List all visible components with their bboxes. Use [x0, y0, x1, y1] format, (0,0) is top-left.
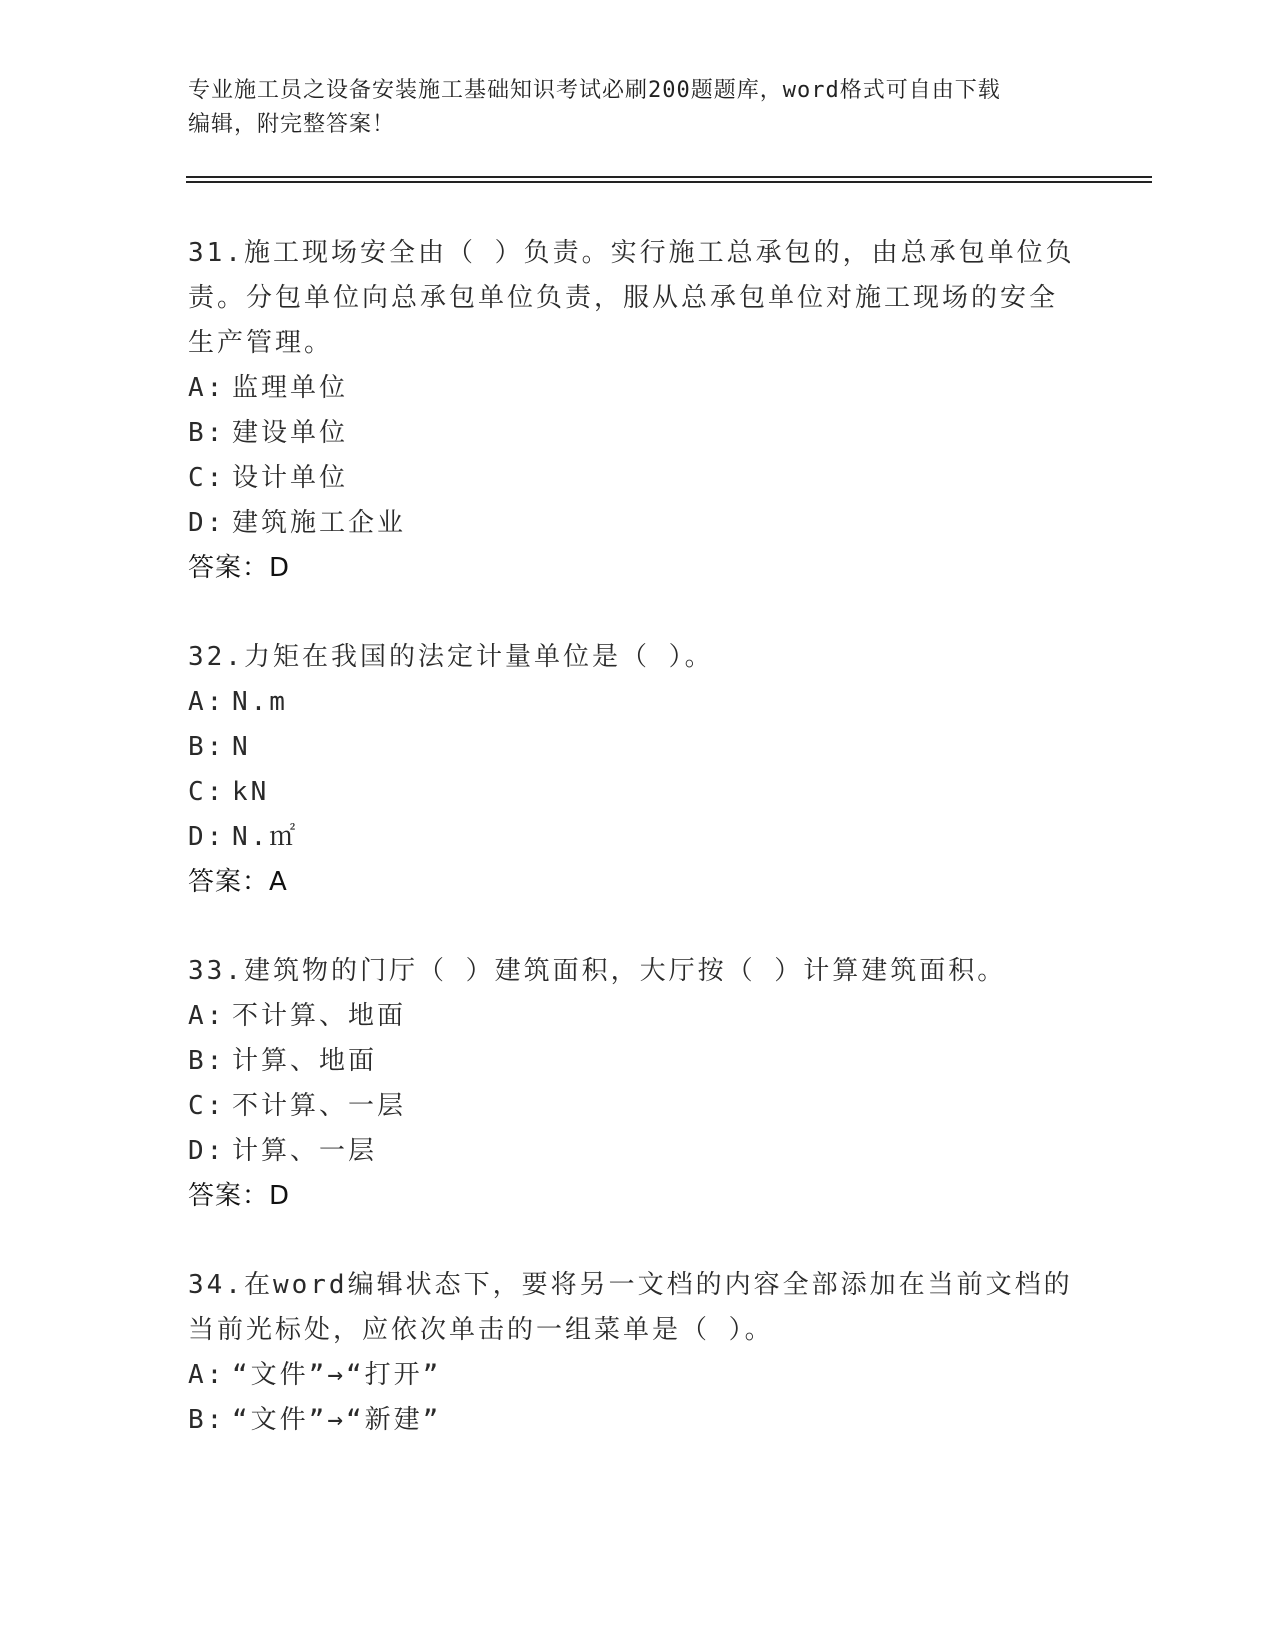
question-list: [188, 231, 1088, 1487]
option-text: 计算、一层: [232, 1136, 378, 1166]
question-stem: [188, 231, 1088, 366]
header-title-line-2: 编辑，附完整答案！: [188, 112, 396, 137]
option-text: 计算、地面: [232, 1046, 378, 1076]
answer-option: [188, 456, 1088, 501]
answer-option: [188, 411, 1088, 456]
option-text: N.㎡: [232, 822, 299, 852]
option-letter: B:: [188, 418, 226, 448]
answer-key: 答案：A: [188, 867, 288, 897]
option-text: “文件”→“打开”: [232, 1360, 442, 1390]
option-text: 设计单位: [232, 463, 349, 493]
option-letter: C:: [188, 463, 226, 493]
option-letter: C:: [188, 777, 226, 807]
option-letter: A:: [188, 1360, 226, 1390]
option-text: kN: [232, 777, 270, 807]
answer-option: [188, 994, 1088, 1039]
option-text: 不计算、地面: [232, 1001, 407, 1031]
option-text: N: [232, 732, 251, 762]
question-item: [188, 1263, 1088, 1443]
option-letter: A:: [188, 687, 226, 717]
answer-option: [188, 680, 1088, 725]
answer-option: [188, 815, 1088, 860]
question-stem-line: 31.施工现场安全由（ ）负责。实行施工总承包的，由总承包单位负: [188, 238, 1075, 268]
answer-key: 答案：D: [188, 1181, 291, 1211]
question-stem: [188, 635, 1088, 680]
option-letter: C:: [188, 1091, 226, 1121]
question-stem: [188, 949, 1088, 994]
answer-key: 答案：D: [188, 553, 291, 583]
question-stem: [188, 1263, 1088, 1353]
question-stem-line: 33.建筑物的门厅（ ）建筑面积，大厅按（ ）计算建筑面积。: [188, 956, 1007, 986]
question-stem-line: 34.在word编辑状态下，要将另一文档的内容全部添加在当前文档的: [188, 1270, 1073, 1300]
answer-option: [188, 1084, 1088, 1129]
question-item: [188, 231, 1088, 591]
header-divider-top: [186, 176, 1152, 178]
option-text: 建设单位: [232, 418, 349, 448]
question-stem-line: 当前光标处，应依次单击的一组菜单是（ ）。: [188, 1315, 774, 1345]
document-header: [188, 74, 1088, 142]
question-stem-line: 责。分包单位向总承包单位负责，服从总承包单位对施工现场的安全: [188, 283, 1059, 313]
option-text: 监理单位: [232, 373, 349, 403]
header-title-line-1: 专业施工员之设备安装施工基础知识考试必刷200题题库，word格式可自由下载: [188, 78, 1001, 103]
answer-option: [188, 366, 1088, 411]
option-letter: D:: [188, 1136, 226, 1166]
option-letter: D:: [188, 508, 226, 538]
answer-option: [188, 725, 1088, 770]
option-letter: B:: [188, 1405, 226, 1435]
option-letter: A:: [188, 1001, 226, 1031]
question-stem-line: 生产管理。: [188, 328, 334, 358]
answer-option: [188, 501, 1088, 546]
answer-option: [188, 770, 1088, 815]
option-letter: B:: [188, 732, 226, 762]
question-item: [188, 949, 1088, 1219]
header-divider-bottom: [186, 181, 1152, 183]
answer-option: [188, 1039, 1088, 1084]
option-text: 不计算、一层: [232, 1091, 407, 1121]
question-item: [188, 635, 1088, 905]
question-stem-line: 32.力矩在我国的法定计量单位是（ ）。: [188, 642, 714, 672]
answer-option: [188, 1398, 1088, 1443]
answer-option: [188, 1129, 1088, 1174]
option-text: 建筑施工企业: [232, 508, 407, 538]
option-letter: B:: [188, 1046, 226, 1076]
option-letter: D:: [188, 822, 226, 852]
option-text: “文件”→“新建”: [232, 1405, 442, 1435]
answer-option: [188, 1353, 1088, 1398]
option-text: N.m: [232, 687, 288, 717]
option-letter: A:: [188, 373, 226, 403]
